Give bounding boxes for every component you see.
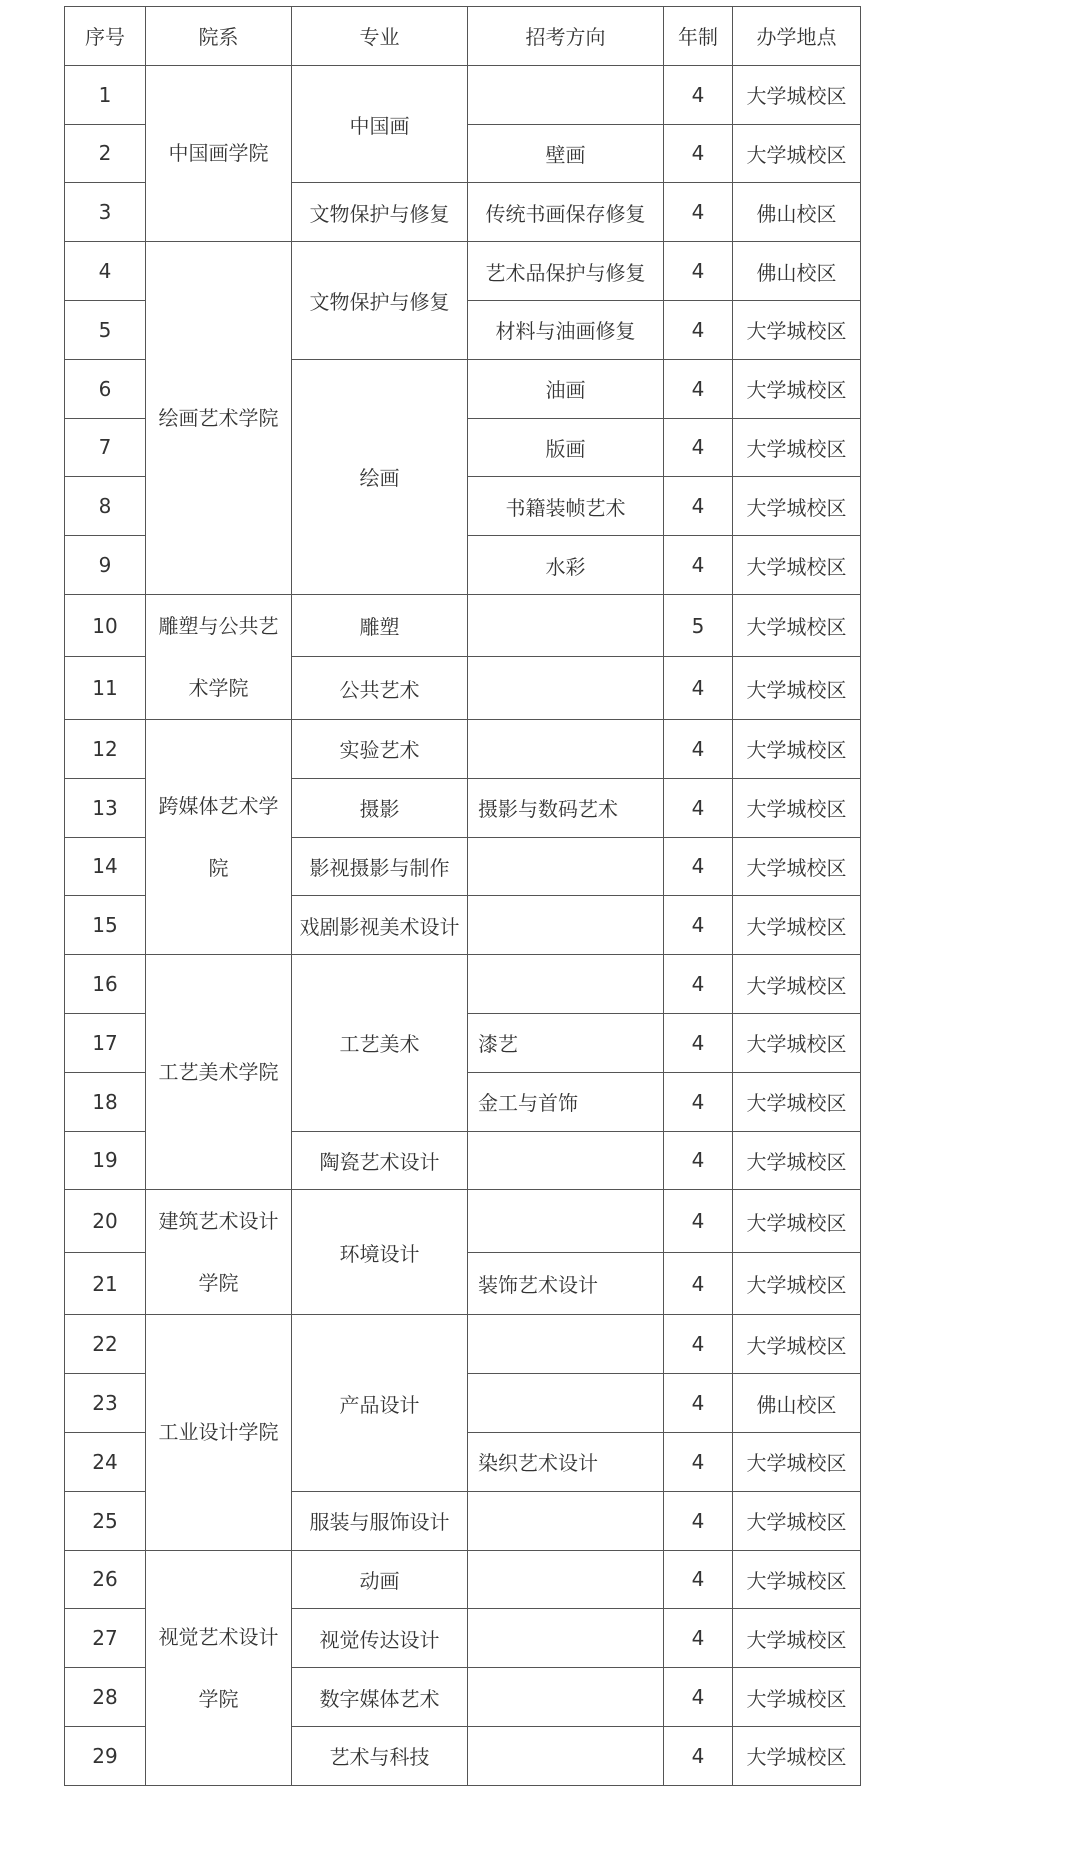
cell-years: 4 [664,955,733,1014]
cell-direction [468,1550,664,1609]
cell-campus: 大学城校区 [733,955,861,1014]
cell-campus: 大学城校区 [733,896,861,955]
cell-direction: 漆艺 [468,1013,664,1072]
cell-campus: 佛山校区 [733,183,861,242]
cell-years: 4 [664,1013,733,1072]
table-row [65,242,861,301]
cell-years: 4 [664,536,733,595]
cell-direction [468,837,664,896]
cell-no: 19 [65,1131,146,1190]
cell-direction [468,1668,664,1727]
cell-years: 4 [664,837,733,896]
cell-no: 20 [65,1190,146,1253]
cell-no: 11 [65,657,146,720]
cell-department: 跨媒体艺术学院 [146,719,292,954]
cell-years: 4 [664,124,733,183]
cell-direction [468,594,664,657]
cell-direction: 材料与油画修复 [468,300,664,359]
cell-years: 4 [664,719,733,778]
cell-major: 文物保护与修复 [292,183,468,242]
cell-major: 环境设计 [292,1190,468,1315]
cell-major: 文物保护与修复 [292,242,468,360]
header-cell-years: 年制 [664,7,733,66]
cell-no: 22 [65,1315,146,1374]
cell-major: 中国画 [292,65,468,183]
cell-major: 戏剧影视美术设计 [292,896,468,955]
cell-no: 2 [65,124,146,183]
header-row [65,7,861,66]
cell-direction: 染织艺术设计 [468,1432,664,1491]
cell-years: 4 [664,300,733,359]
cell-years: 4 [664,1072,733,1131]
cell-campus: 大学城校区 [733,1491,861,1550]
cell-years: 4 [664,418,733,477]
cell-years: 4 [664,1315,733,1374]
cell-years: 4 [664,1374,733,1433]
cell-years: 4 [664,1609,733,1668]
cell-campus: 大学城校区 [733,300,861,359]
table-row [65,1190,861,1253]
header-cell-no: 序号 [65,7,146,66]
cell-no: 13 [65,778,146,837]
cell-major: 服装与服饰设计 [292,1491,468,1550]
cell-campus: 大学城校区 [733,1550,861,1609]
cell-department: 工艺美术学院 [146,955,292,1190]
cell-no: 8 [65,477,146,536]
table-row [65,1315,861,1374]
cell-direction: 装饰艺术设计 [468,1252,664,1315]
cell-no: 15 [65,896,146,955]
cell-no: 27 [65,1609,146,1668]
cell-direction [468,719,664,778]
cell-direction [468,65,664,124]
cell-campus: 大学城校区 [733,536,861,595]
cell-campus: 大学城校区 [733,359,861,418]
cell-no: 12 [65,719,146,778]
cell-campus: 大学城校区 [733,1131,861,1190]
cell-campus: 大学城校区 [733,477,861,536]
cell-no: 14 [65,837,146,896]
cell-direction [468,1131,664,1190]
cell-major: 实验艺术 [292,719,468,778]
table-body [65,65,861,1785]
cell-no: 10 [65,594,146,657]
cell-campus: 大学城校区 [733,837,861,896]
cell-no: 4 [65,242,146,301]
cell-campus: 大学城校区 [733,1726,861,1785]
cell-years: 4 [664,1190,733,1253]
cell-major: 艺术与科技 [292,1726,468,1785]
cell-no: 7 [65,418,146,477]
program-table [64,6,861,1786]
cell-years: 4 [664,477,733,536]
cell-campus: 大学城校区 [733,657,861,720]
cell-direction [468,1374,664,1433]
cell-direction [468,1315,664,1374]
cell-direction: 油画 [468,359,664,418]
cell-direction: 传统书画保存修复 [468,183,664,242]
table-row [65,955,861,1014]
cell-department: 工业设计学院 [146,1315,292,1550]
cell-no: 5 [65,300,146,359]
cell-direction [468,1609,664,1668]
cell-campus: 大学城校区 [733,1315,861,1374]
header-cell-campus: 办学地点 [733,7,861,66]
cell-major: 摄影 [292,778,468,837]
cell-no: 17 [65,1013,146,1072]
cell-no: 23 [65,1374,146,1433]
cell-department: 中国画学院 [146,65,292,241]
table-row [65,719,861,778]
cell-campus: 大学城校区 [733,1609,861,1668]
cell-years: 4 [664,242,733,301]
header-cell-department: 院系 [146,7,292,66]
cell-years: 5 [664,594,733,657]
cell-no: 28 [65,1668,146,1727]
cell-major: 工艺美术 [292,955,468,1131]
cell-years: 4 [664,1491,733,1550]
cell-department: 雕塑与公共艺术学院 [146,594,292,719]
cell-major: 视觉传达设计 [292,1609,468,1668]
cell-no: 3 [65,183,146,242]
cell-direction: 金工与首饰 [468,1072,664,1131]
cell-no: 21 [65,1252,146,1315]
cell-no: 25 [65,1491,146,1550]
cell-major: 产品设计 [292,1315,468,1491]
cell-no: 6 [65,359,146,418]
cell-no: 29 [65,1726,146,1785]
cell-campus: 大学城校区 [733,1668,861,1727]
cell-major: 影视摄影与制作 [292,837,468,896]
cell-direction: 水彩 [468,536,664,595]
table-header [65,7,861,66]
cell-campus: 大学城校区 [733,1252,861,1315]
cell-campus: 大学城校区 [733,778,861,837]
cell-department: 视觉艺术设计学院 [146,1550,292,1785]
cell-no: 16 [65,955,146,1014]
cell-campus: 大学城校区 [733,1432,861,1491]
cell-direction [468,1726,664,1785]
header-cell-major: 专业 [292,7,468,66]
cell-direction: 摄影与数码艺术 [468,778,664,837]
cell-major: 数字媒体艺术 [292,1668,468,1727]
cell-campus: 佛山校区 [733,242,861,301]
cell-direction [468,657,664,720]
cell-years: 4 [664,1550,733,1609]
table-row [65,1550,861,1609]
cell-campus: 大学城校区 [733,1072,861,1131]
cell-campus: 佛山校区 [733,1374,861,1433]
cell-years: 4 [664,1131,733,1190]
cell-years: 4 [664,657,733,720]
cell-campus: 大学城校区 [733,719,861,778]
cell-no: 18 [65,1072,146,1131]
cell-direction [468,1190,664,1253]
cell-years: 4 [664,1668,733,1727]
cell-major: 动画 [292,1550,468,1609]
cell-campus: 大学城校区 [733,1013,861,1072]
cell-direction [468,896,664,955]
cell-direction: 书籍装帧艺术 [468,477,664,536]
cell-major: 绘画 [292,359,468,594]
cell-direction: 壁画 [468,124,664,183]
cell-years: 4 [664,778,733,837]
cell-major: 公共艺术 [292,657,468,720]
table-row [65,65,861,124]
cell-years: 4 [664,1432,733,1491]
cell-department: 绘画艺术学院 [146,242,292,595]
header-cell-direction: 招考方向 [468,7,664,66]
cell-years: 4 [664,1252,733,1315]
cell-major: 雕塑 [292,594,468,657]
cell-direction: 艺术品保护与修复 [468,242,664,301]
cell-years: 4 [664,896,733,955]
cell-direction: 版画 [468,418,664,477]
cell-no: 26 [65,1550,146,1609]
cell-no: 24 [65,1432,146,1491]
cell-campus: 大学城校区 [733,65,861,124]
cell-campus: 大学城校区 [733,418,861,477]
cell-campus: 大学城校区 [733,594,861,657]
cell-campus: 大学城校区 [733,1190,861,1253]
cell-department: 建筑艺术设计学院 [146,1190,292,1315]
cell-no: 9 [65,536,146,595]
cell-years: 4 [664,183,733,242]
table-row [65,594,861,657]
cell-years: 4 [664,65,733,124]
cell-years: 4 [664,359,733,418]
cell-direction [468,1491,664,1550]
cell-direction [468,955,664,1014]
cell-campus: 大学城校区 [733,124,861,183]
cell-no: 1 [65,65,146,124]
cell-years: 4 [664,1726,733,1785]
cell-major: 陶瓷艺术设计 [292,1131,468,1190]
